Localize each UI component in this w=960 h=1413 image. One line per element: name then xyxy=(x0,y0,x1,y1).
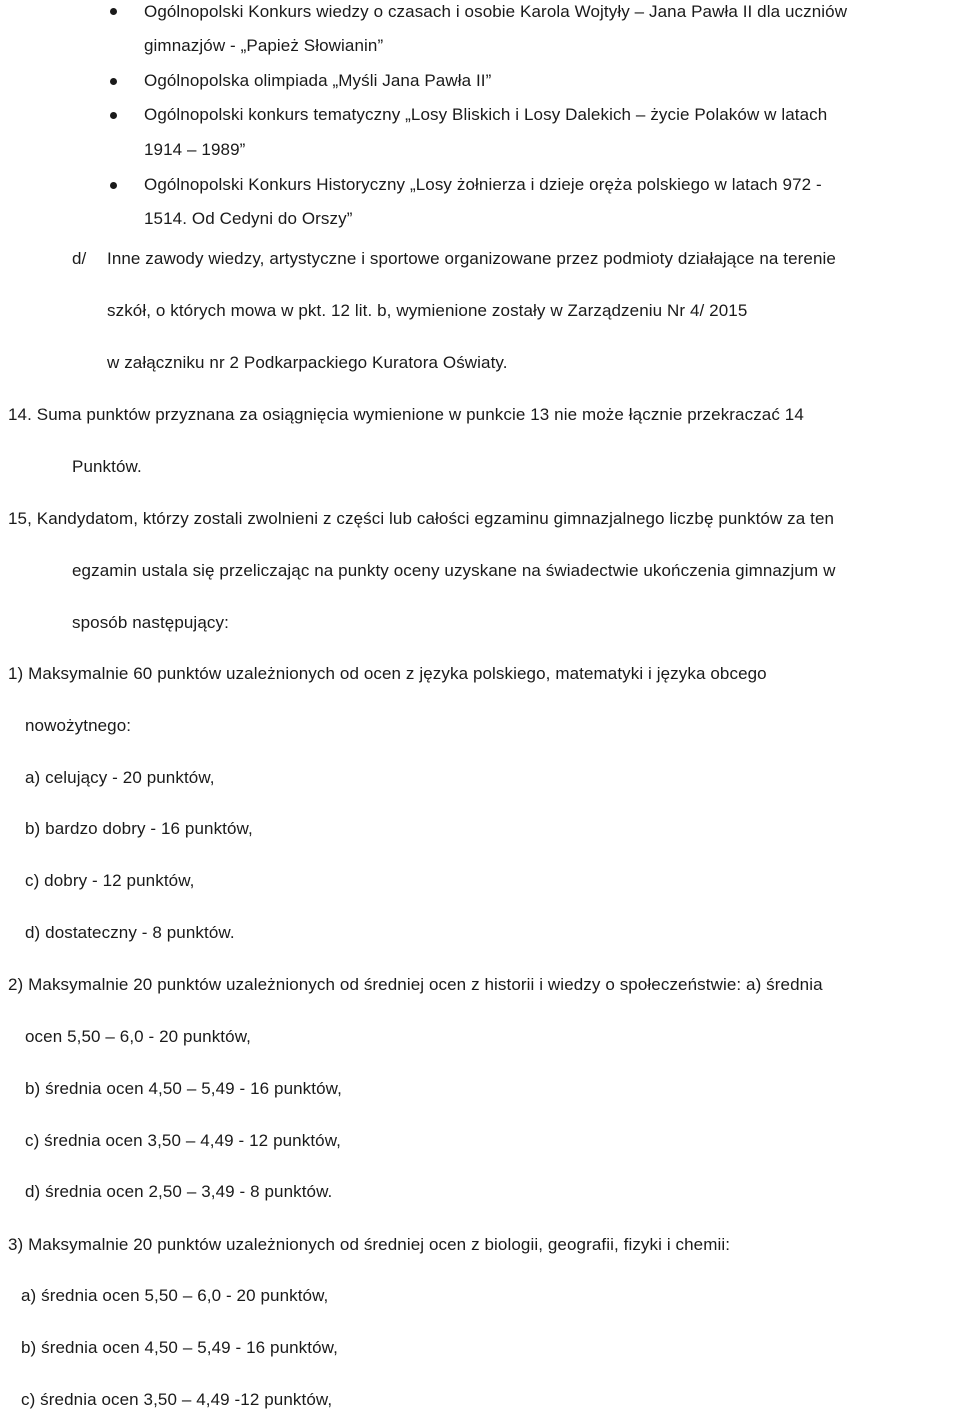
bullet-item-3: Ogólnopolski konkurs tematyczny „Losy Bliskich i Losy Dalekich – życie Polaków w latach xyxy=(144,105,828,124)
bullet-dot xyxy=(110,78,117,85)
item-3-option-c: c) średnia ocen 3,50 – 4,49 -12 punktów, xyxy=(21,1390,333,1409)
point-15-line-3: sposób następujący: xyxy=(72,613,229,632)
point-14-line-1: 14. Suma punktów przyznana za osiągnięcia wymienione w punkcie 13 nie może łącznie przekraczać 14 xyxy=(8,405,804,424)
item-2-option-d: d) średnia ocen 2,50 – 3,49 - 8 punktów. xyxy=(25,1182,333,1201)
item-2-option-c: c) średnia ocen 3,50 – 4,49 - 12 punktów, xyxy=(25,1131,341,1150)
item-3-option-a: a) średnia ocen 5,50 – 6,0 - 20 punktów, xyxy=(21,1286,329,1305)
item-1-option-c: c) dobry - 12 punktów, xyxy=(25,871,195,890)
bullet-item-3-continuation: 1914 – 1989” xyxy=(144,140,246,159)
item-3-line-1: 3) Maksymalnie 20 punktów uzależnionych od średniej ocen z biologii, geografii, fizyki i chemii: xyxy=(8,1235,731,1254)
point-15-line-1: 15, Kandydatom, którzy zostali zwolnieni z części lub całości egzaminu gimnazjalnego liczbę punktów za ten xyxy=(8,509,835,528)
section-d-line-1: Inne zawody wiedzy, artystyczne i sportowe organizowane przez podmioty działające na terenie xyxy=(107,249,836,268)
item-1-option-d: d) dostateczny - 8 punktów. xyxy=(25,923,235,942)
section-d-line-3: w załączniku nr 2 Podkarpackiego Kuratora Oświaty. xyxy=(107,353,508,372)
bullet-item-2: Ogólnopolska olimpiada „Myśli Jana Pawła II” xyxy=(144,71,492,90)
bullet-dot xyxy=(110,112,117,119)
bullet-dot xyxy=(110,182,117,189)
section-d-line-2: szkół, o których mowa w pkt. 12 lit. b, wymienione zostały w Zarządzeniu Nr 4/ 2015 xyxy=(107,301,748,320)
item-2-line-2: ocen 5,50 – 6,0 - 20 punktów, xyxy=(25,1027,251,1046)
item-1-line-1: 1) Maksymalnie 60 punktów uzależnionych od ocen z języka polskiego, matematyki i języka obcego xyxy=(8,664,767,683)
item-2-option-b: b) średnia ocen 4,50 – 5,49 - 16 punktów, xyxy=(25,1079,342,1098)
item-1-line-2: nowożytnego: xyxy=(25,716,132,735)
bullet-item-1: Ogólnopolski Konkurs wiedzy o czasach i osobie Karola Wojtyły – Jana Pawła II dla uczniów xyxy=(144,2,848,21)
bullet-item-4: Ogólnopolski Konkurs Historyczny „Losy żołnierza i dzieje oręża polskiego w latach 972 - xyxy=(144,175,822,194)
section-d-marker: d/ xyxy=(72,249,87,268)
item-3-option-b: b) średnia ocen 4,50 – 5,49 - 16 punktów, xyxy=(21,1338,338,1357)
item-1-option-b: b) bardzo dobry - 16 punktów, xyxy=(25,819,253,838)
bullet-dot xyxy=(110,8,117,15)
point-15-line-2: egzamin ustala się przeliczając na punkty oceny uzyskane na świadectwie ukończenia gimnazjum w xyxy=(72,561,836,580)
bullet-item-1-continuation: gimnazjów - „Papież Słowianin” xyxy=(144,36,384,55)
item-2-line-1: 2) Maksymalnie 20 punktów uzależnionych od średniej ocen z historii i wiedzy o społeczeństwie: a) średnia xyxy=(8,975,823,994)
bullet-item-4-continuation: 1514. Od Cedyni do Orszy” xyxy=(144,209,353,228)
point-14-line-2: Punktów. xyxy=(72,457,142,476)
item-1-option-a: a) celujący - 20 punktów, xyxy=(25,768,215,787)
